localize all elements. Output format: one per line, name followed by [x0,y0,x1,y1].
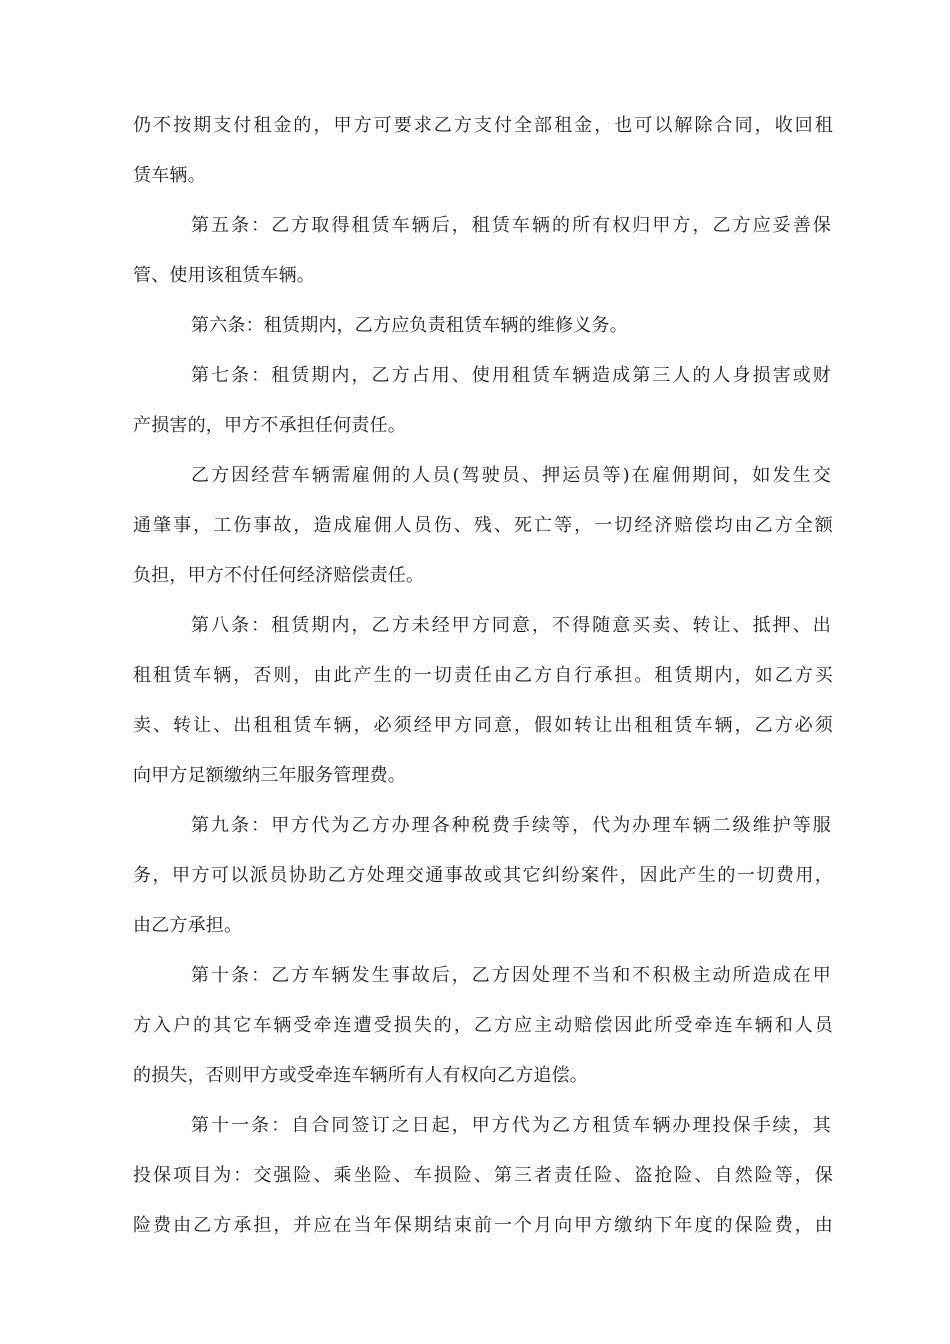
text-line: 投保项目为：交强险、乘坐险、车损险、第三者责任险、盗抢险、自然险等，保 [133,1165,833,1186]
text-line: 方入户的其它车辆受牵连遭受损失的，乙方应主动赔偿因此所受牵连车辆和人员 [133,1015,833,1036]
text-line: 第十条：乙方车辆发生事故后，乙方因处理不当和不积极主动所造成在甲 [191,965,831,986]
text-line: 务，甲方可以派员协助乙方处理交通事故或其它纠纷案件，因此产生的一切费用， [133,865,833,886]
text-line: 的损失，否则甲方或受牵连车辆所有人有权向乙方追偿。 [133,1065,588,1086]
text-line: 向甲方足额缴纳三年服务管理费。 [133,765,406,786]
text-line: 负担，甲方不付任何经济赔偿责任。 [133,565,425,586]
text-line: 第十一条：自合同签订之日起，甲方代为乙方租赁车辆办理投保手续，其 [191,1115,831,1136]
text-line: 赁车辆。 [133,165,206,186]
text-line: 由乙方承担。 [133,915,243,936]
text-line: 第七条：租赁期内，乙方占用、使用租赁车辆造成第三人的人身损害或财 [191,365,831,386]
text-line: 卖、转让、出租租赁车辆，必须经甲方同意，假如转让出租租赁车辆，乙方必须 [133,715,833,736]
text-line: 产损害的，甲方不承担任何责任。 [133,415,406,436]
text-line: 第八条：租赁期内，乙方未经甲方同意，不得随意买卖、转让、抵押、出 [191,615,831,636]
text-line: 第六条：租赁期内，乙方应负责租赁车辆的维修义务。 [191,315,628,336]
text-line: 险费由乙方承担，并应在当年保期结束前一个月向甲方缴纳下年度的保险费，由 [133,1215,833,1236]
text-line: 管、使用该租赁车辆。 [133,265,315,286]
text-line: 通肇事，工伤事故，造成雇佣人员伤、残、死亡等，一切经济赔偿均由乙方全额 [133,515,833,536]
text-line: 仍不按期支付租金的，甲方可要求乙方支付全部租金，也可以解除合同，收回租 [133,115,833,136]
text-line: 第九条：甲方代为乙方办理各种税费手续等，代为办理车辆二级维护等服 [191,815,831,836]
text-line: 乙方因经营车辆需雇佣的人员(驾驶员、押运员等)在雇佣期间，如发生交 [191,465,831,486]
text-line: 租租赁车辆，否则，由此产生的一切责任由乙方自行承担。租赁期内，如乙方买 [133,665,833,686]
text-line: 第五条：乙方取得租赁车辆后，租赁车辆的所有权归甲方，乙方应妥善保 [191,215,831,236]
